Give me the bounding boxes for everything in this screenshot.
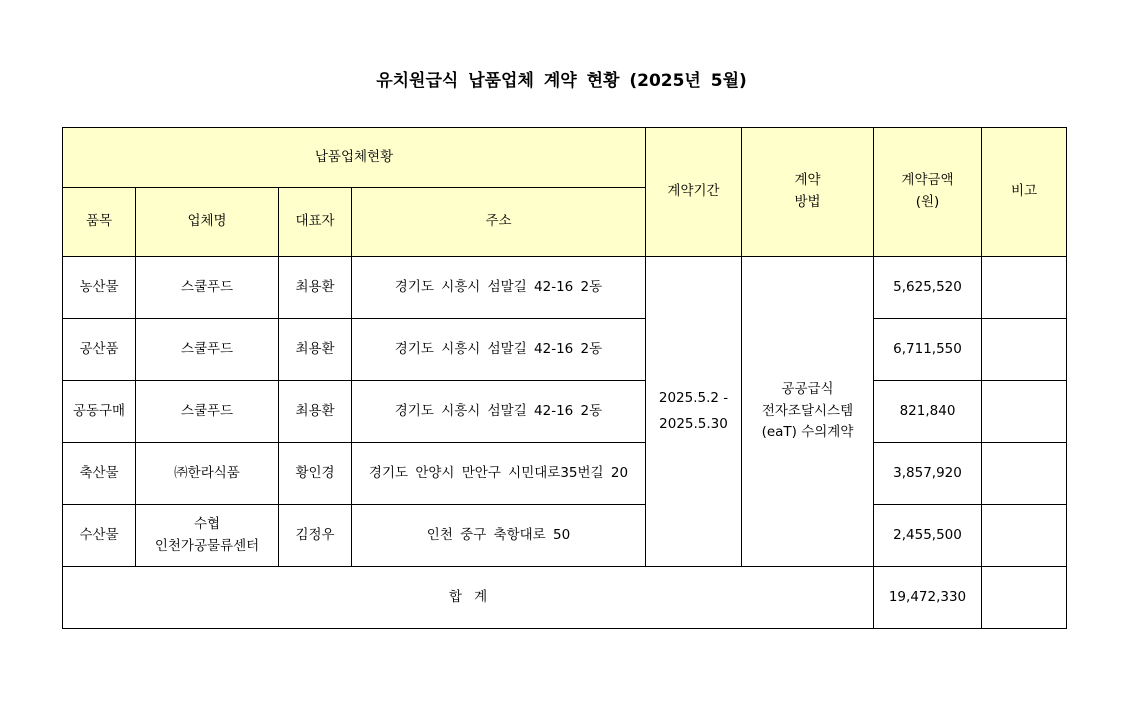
header-note: 비고	[982, 128, 1067, 257]
company-line1: 수협	[193, 515, 221, 532]
row-company	[136, 319, 279, 381]
row-note	[982, 381, 1067, 443]
header-address: 주소	[352, 188, 646, 257]
row-note	[982, 505, 1067, 567]
table-row	[63, 505, 1067, 567]
header-contract-period: 계약기간	[646, 128, 742, 257]
row-item: 공산품	[63, 319, 136, 381]
row-address: 경기도 시흥시 섬말길 42-16 2동	[352, 381, 646, 443]
total-row	[63, 567, 1067, 629]
row-amount: 821,840	[874, 381, 982, 443]
table-row	[63, 443, 1067, 505]
header-item: 품목	[63, 188, 136, 257]
row-amount: 3,857,920	[874, 443, 982, 505]
header-method-line2: 방법	[794, 194, 821, 210]
row-representative: 황인경	[279, 443, 352, 505]
row-address: 경기도 안양시 만안구 시민대로35번길 20	[352, 443, 646, 505]
company-line1: ㈜한라식품	[174, 464, 240, 481]
contract-period-line2: 2025.5.30	[659, 415, 728, 432]
row-amount: 6,711,550	[874, 319, 982, 381]
contract-method-line3: (eaT) 수의계약	[761, 424, 854, 441]
header-company: 업체명	[136, 188, 279, 257]
row-representative: 김정우	[279, 505, 352, 567]
table-row	[63, 381, 1067, 443]
header-amount-line2: (원)	[915, 194, 940, 210]
header-method-line1: 계약	[794, 172, 821, 189]
header-amount-line1: 계약금액	[901, 172, 954, 189]
row-company	[136, 381, 279, 443]
row-address: 경기도 시흥시 섬말길 42-16 2동	[352, 319, 646, 381]
row-representative: 최용환	[279, 257, 352, 319]
header-supplier-status: 납품업체현황	[63, 128, 646, 188]
row-company	[136, 257, 279, 319]
total-note	[982, 567, 1067, 629]
row-item: 수산물	[63, 505, 136, 567]
contract-period-line1: 2025.5.2 -	[658, 389, 729, 406]
row-note	[982, 319, 1067, 381]
contract-table	[62, 127, 1067, 629]
header-contract-method	[742, 128, 874, 257]
company-line1: 스쿨푸드	[180, 340, 234, 357]
total-amount: 19,472,330	[874, 567, 982, 629]
row-item: 축산물	[63, 443, 136, 505]
table-row	[63, 257, 1067, 319]
contract-period-cell	[646, 257, 742, 567]
row-representative: 최용환	[279, 381, 352, 443]
company-line1: 스쿨푸드	[180, 402, 234, 419]
row-item: 농산물	[63, 257, 136, 319]
row-representative: 최용환	[279, 319, 352, 381]
row-item: 공동구매	[63, 381, 136, 443]
row-company	[136, 505, 279, 567]
contract-method-cell	[742, 257, 874, 567]
company-line2: 인천가공물류센터	[154, 537, 260, 554]
row-amount: 2,455,500	[874, 505, 982, 567]
row-address: 경기도 시흥시 섬말길 42-16 2동	[352, 257, 646, 319]
row-address: 인천 중구 축항대로 50	[352, 505, 646, 567]
row-note	[982, 257, 1067, 319]
total-label: 합 계	[63, 567, 874, 629]
company-line1: 스쿨푸드	[180, 278, 234, 295]
row-company	[136, 443, 279, 505]
contract-method-line1: 공공급식	[781, 381, 834, 398]
contract-method-line2: 전자조달시스템	[761, 402, 854, 419]
table-row	[63, 319, 1067, 381]
header-representative: 대표자	[279, 188, 352, 257]
row-note	[982, 443, 1067, 505]
header-contract-amount	[874, 128, 982, 257]
page-title: 유치원급식 납품업체 계약 현황 (2025년 5월)	[376, 71, 747, 91]
row-amount: 5,625,520	[874, 257, 982, 319]
